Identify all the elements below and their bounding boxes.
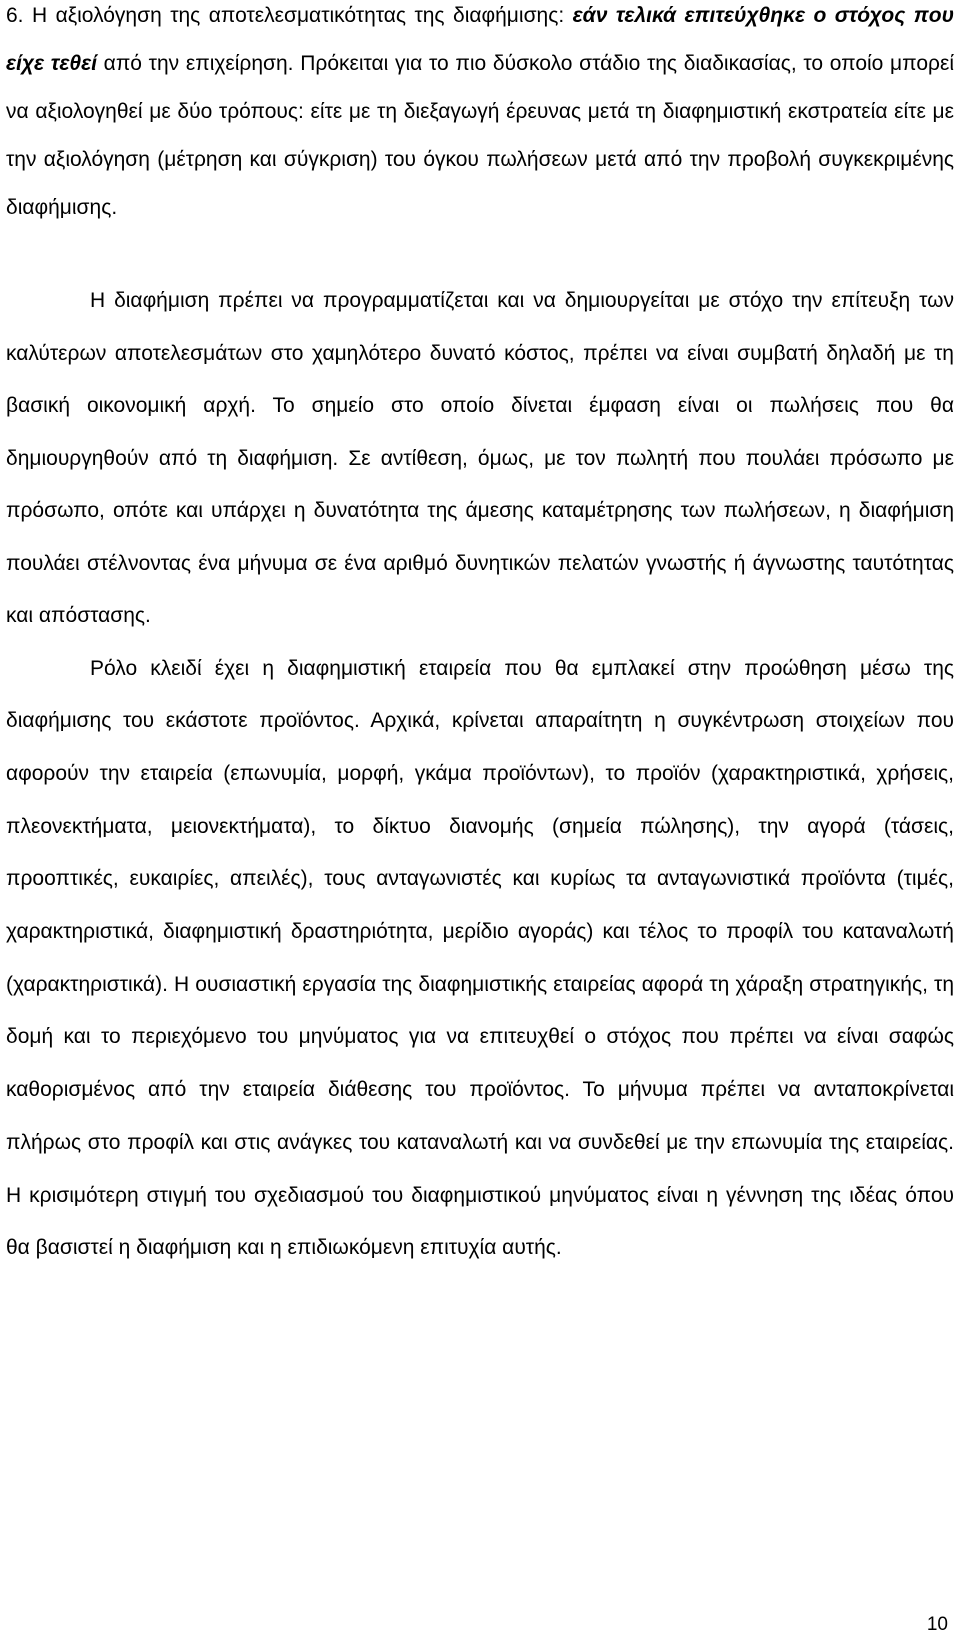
paragraph-agency-role <box>6 643 954 1275</box>
document-page <box>6 0 954 1275</box>
paragraph-advertising-planning <box>6 275 954 643</box>
paragraph-evaluation <box>6 0 954 232</box>
page-number: 10 <box>926 1614 948 1635</box>
paragraph-evaluation-lead: 6. Η αξιολόγηση της αποτελεσματικότητας της διαφήμισης: <box>6 4 573 27</box>
paragraph-evaluation-rest: από την επιχείρηση. Πρόκειται για το πιο δύσκολο στάδιο της διαδικασίας, το οποίο μπορεί να αξιολογηθεί με δύο τρόπους: είτε με τη διεξαγωγή έρευνας μετά τη διαφημιστική εκστρατεία είτε με την αξιολόγηση (μέτρηση και σύγκριση) του όγκου πωλήσεων μετά από την προβολή συγκεκριμένης διαφήμισης. <box>6 52 954 219</box>
paragraph-agency-role-text: Ρόλο κλειδί έχει η διαφημιστική εταιρεία που θα εμπλακεί στην προώθηση μέσω της διαφήμισης του εκάστοτε προϊόντος. Αρχικά, κρίνεται απαραίτητη η συγκέντρωση στοιχείων που αφορούν την εταιρεία (επωνυμία, μορφή, γκάμα προϊόντων), το προϊόν (χαρακτηριστικά, χρήσεις, πλεονεκτήματα, μειονεκτήματα), το δίκτυο διανομής (σημεία πώλησης), την αγορά (τάσεις, προοπτικές, ευκαιρίες, απειλές), τους ανταγωνιστές και κυρίως τα ανταγωνιστικά προϊόντα (τιμές, χαρακτηριστικά, διαφημιστική δραστηριότητα, μερίδιο αγοράς) και τέλος το προφίλ του καταναλωτή (χαρακτηριστικά). Η ουσιαστική εργασία της διαφημιστικής εταιρείας αφορά τη χάραξη στρατηγικής, τη δομή και το περιεχόμενο του μηνύματος για να επιτευχθεί ο στόχος που πρέπει να είναι σαφώς καθορισμένος από την εταιρεία διάθεσης του προϊόντος. Το μήνυμα πρέπει να ανταποκρίνεται πλήρως στο προφίλ και στις ανάγκες του καταναλωτή και να συνδεθεί με την επωνυμία της εταιρείας. Η κρισιμότερη στιγμή του σχεδιασμού του διαφημιστικού μηνύματος είναι η γέννηση της ιδέας όπου θα βασιστεί η διαφήμιση και η επιδιωκόμενη επιτυχία αυτής. <box>6 656 954 1260</box>
paragraph-advertising-planning-text: Η διαφήμιση πρέπει να προγραμματίζεται και να δημιουργείται με στόχο την επίτευξη των καλύτερων αποτελεσμάτων στο χαμηλότερο δυνατό κόστος, πρέπει να είναι συμβατή δηλαδή με τη βασική οικονομική αρχή. Το σημείο στο οποίο δίνεται έμφαση είναι οι πωλήσεις που θα δημιουργηθούν από τη διαφήμιση. Σε αντίθεση, όμως, με τον πωλητή που πουλάει πρόσωπο με πρόσωπο, οπότε και υπάρχει η δυνατότητα της άμεσης καταμέτρησης των πωλήσεων, η διαφήμιση πουλάει στέλνοντας ένα μήνυμα σε ένα αριθμό δυνητικών πελατών γνωστής ή άγνωστης ταυτότητας και απόστασης. <box>6 289 954 627</box>
paragraph-evaluation-emphasis: εάν τελικά επιτεύχθηκε ο στόχος που είχε τεθεί <box>6 4 954 75</box>
